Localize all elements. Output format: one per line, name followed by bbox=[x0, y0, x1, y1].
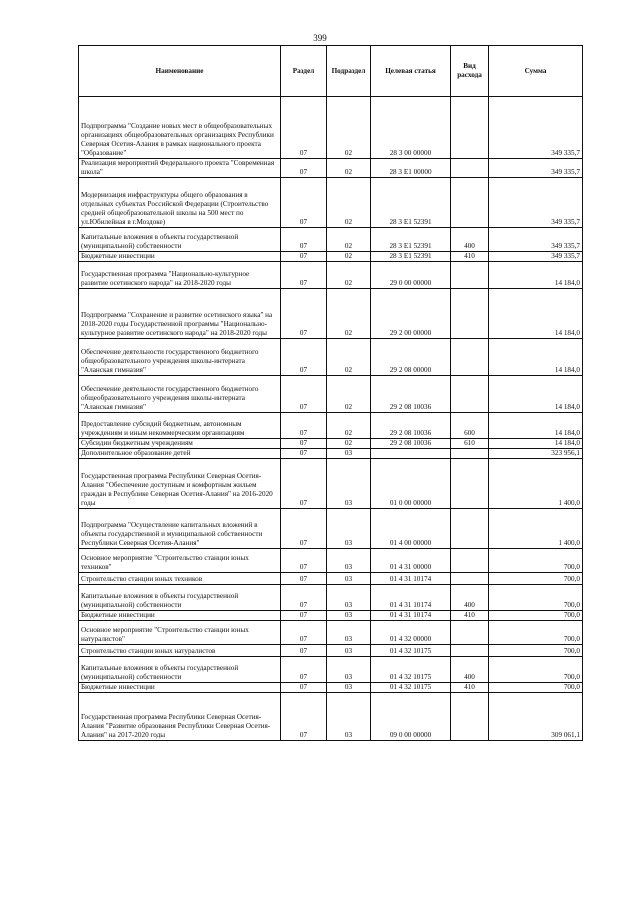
row-vid: 410 bbox=[451, 683, 489, 693]
table-row bbox=[79, 228, 583, 252]
row-name: Бюджетные инвестиции bbox=[79, 683, 281, 693]
row-sum: 14 184,0 bbox=[489, 439, 583, 449]
row-razdel: 07 bbox=[281, 262, 327, 289]
row-sum: 349 335,7 bbox=[489, 228, 583, 252]
row-vid bbox=[451, 376, 489, 413]
row-sum: 349 335,7 bbox=[489, 178, 583, 228]
table-row bbox=[79, 683, 583, 693]
row-name: Государственная программа Республики Северная Осетия-Алания "Развитие образования Республики Северная Осетия-Алания" на 2017-2020 годы bbox=[79, 693, 281, 741]
row-sum: 349 335,7 bbox=[489, 159, 583, 178]
row-vid: 410 bbox=[451, 611, 489, 621]
header-sum: Сумма bbox=[489, 46, 583, 97]
row-podrazdel: 03 bbox=[327, 611, 371, 621]
row-vid bbox=[451, 573, 489, 585]
row-sum: 14 184,0 bbox=[489, 339, 583, 376]
row-target: 28 3 E1 00000 bbox=[371, 159, 451, 178]
row-podrazdel: 03 bbox=[327, 459, 371, 509]
row-sum: 700,0 bbox=[489, 611, 583, 621]
row-target: 28 3 E1 52391 bbox=[371, 252, 451, 262]
row-sum: 1 400,0 bbox=[489, 509, 583, 549]
row-sum: 700,0 bbox=[489, 645, 583, 657]
row-name: Строительство станции юных натуралистов bbox=[79, 645, 281, 657]
table-row bbox=[79, 376, 583, 413]
row-name: Подпрограмма "Сохранение и развитие осетинского языка" на 2018-2020 годы Государственной программы "Национально-культурное развитие осетинского народа" на 2018-2020 годы bbox=[79, 289, 281, 339]
row-vid bbox=[451, 289, 489, 339]
row-vid: 400 bbox=[451, 585, 489, 611]
row-target: 29 2 08 10036 bbox=[371, 376, 451, 413]
row-razdel: 07 bbox=[281, 645, 327, 657]
row-podrazdel: 02 bbox=[327, 439, 371, 449]
row-name: Субсидии бюджетным учреждениям bbox=[79, 439, 281, 449]
header-name: Наименование bbox=[79, 46, 281, 97]
row-target: 28 3 E1 52391 bbox=[371, 228, 451, 252]
row-razdel: 07 bbox=[281, 228, 327, 252]
table-row bbox=[79, 413, 583, 439]
row-sum: 700,0 bbox=[489, 657, 583, 683]
row-name: Государственная программа "Национально-культурное развитие осетинского народа" на 2018-2020 годы bbox=[79, 262, 281, 289]
row-razdel: 07 bbox=[281, 449, 327, 459]
row-podrazdel: 03 bbox=[327, 549, 371, 573]
row-vid bbox=[451, 97, 489, 159]
table-row bbox=[79, 585, 583, 611]
row-podrazdel: 02 bbox=[327, 413, 371, 439]
header-target: Целевая статья bbox=[371, 46, 451, 97]
row-podrazdel: 03 bbox=[327, 693, 371, 741]
table-row bbox=[79, 611, 583, 621]
row-name: Основное мероприятие "Строительство станции юных техников" bbox=[79, 549, 281, 573]
row-name: Дополнительное образование детей bbox=[79, 449, 281, 459]
header-razdel: Раздел bbox=[281, 46, 327, 97]
row-target: 01 4 00 00000 bbox=[371, 509, 451, 549]
row-razdel: 07 bbox=[281, 585, 327, 611]
row-podrazdel: 02 bbox=[327, 289, 371, 339]
row-razdel: 07 bbox=[281, 573, 327, 585]
row-razdel: 07 bbox=[281, 413, 327, 439]
row-podrazdel: 03 bbox=[327, 509, 371, 549]
row-vid bbox=[451, 645, 489, 657]
row-vid: 600 bbox=[451, 413, 489, 439]
row-podrazdel: 02 bbox=[327, 262, 371, 289]
row-razdel: 07 bbox=[281, 159, 327, 178]
row-vid bbox=[451, 549, 489, 573]
row-razdel: 07 bbox=[281, 509, 327, 549]
row-sum: 323 956,1 bbox=[489, 449, 583, 459]
row-razdel: 07 bbox=[281, 549, 327, 573]
row-podrazdel: 02 bbox=[327, 339, 371, 376]
row-name: Обеспечение деятельности государственного бюджетного общеобразовательного учреждения школы-интерната "Аланская гимназия" bbox=[79, 339, 281, 376]
row-podrazdel: 03 bbox=[327, 683, 371, 693]
row-razdel: 07 bbox=[281, 289, 327, 339]
row-podrazdel: 03 bbox=[327, 657, 371, 683]
row-name: Обеспечение деятельности государственного бюджетного общеобразовательного учреждения школы-интерната "Аланская гимназия" bbox=[79, 376, 281, 413]
row-sum: 14 184,0 bbox=[489, 376, 583, 413]
row-vid bbox=[451, 693, 489, 741]
row-razdel: 07 bbox=[281, 97, 327, 159]
row-razdel: 07 bbox=[281, 339, 327, 376]
table-row bbox=[79, 459, 583, 509]
header-podrazdel: Подраздел bbox=[327, 46, 371, 97]
table-row bbox=[79, 573, 583, 585]
row-razdel: 07 bbox=[281, 178, 327, 228]
row-target: 28 3 E1 52391 bbox=[371, 178, 451, 228]
row-target: 29 2 08 10036 bbox=[371, 439, 451, 449]
row-name: Основное мероприятие "Строительство станции юных натуралистов" bbox=[79, 621, 281, 645]
table-body bbox=[79, 97, 583, 741]
row-vid: 400 bbox=[451, 657, 489, 683]
row-razdel: 07 bbox=[281, 459, 327, 509]
row-target: 09 0 00 00000 bbox=[371, 693, 451, 741]
row-sum: 700,0 bbox=[489, 621, 583, 645]
table-row bbox=[79, 252, 583, 262]
row-vid bbox=[451, 509, 489, 549]
row-vid: 410 bbox=[451, 252, 489, 262]
row-podrazdel: 02 bbox=[327, 252, 371, 262]
row-vid bbox=[451, 449, 489, 459]
table-row bbox=[79, 159, 583, 178]
row-podrazdel: 02 bbox=[327, 228, 371, 252]
row-name: Капитальные вложения в объекты государственной (муниципальной) собственности bbox=[79, 228, 281, 252]
row-sum: 309 061,1 bbox=[489, 693, 583, 741]
row-target: 29 0 00 00000 bbox=[371, 262, 451, 289]
table-row bbox=[79, 339, 583, 376]
row-target: 01 4 31 10174 bbox=[371, 585, 451, 611]
row-vid bbox=[451, 262, 489, 289]
row-podrazdel: 02 bbox=[327, 159, 371, 178]
row-name: Капитальные вложения в объекты государственной (муниципальной) собственности bbox=[79, 657, 281, 683]
table-row bbox=[79, 693, 583, 741]
row-razdel: 07 bbox=[281, 621, 327, 645]
row-name: Подпрограмма "Создание новых мест в общеобразовательных организациях общеобразовательных организациях Республики Северная Осетия-Алания в рамках национального проекта "Образование" bbox=[79, 97, 281, 159]
row-vid: 400 bbox=[451, 228, 489, 252]
row-podrazdel: 02 bbox=[327, 178, 371, 228]
table-row bbox=[79, 262, 583, 289]
row-sum: 349 335,7 bbox=[489, 252, 583, 262]
row-podrazdel: 02 bbox=[327, 97, 371, 159]
row-name: Модернизация инфраструктуры общего образования в отдельных субъектах Российской Федерации (Строительство средней общеобразовательной школы на 500 мест по ул.Юбилейная в г.Моздоке) bbox=[79, 178, 281, 228]
row-target: 01 4 32 10175 bbox=[371, 683, 451, 693]
row-razdel: 07 bbox=[281, 252, 327, 262]
page-number: 399 bbox=[313, 33, 327, 43]
table-header-row bbox=[79, 46, 583, 97]
row-sum: 1 400,0 bbox=[489, 459, 583, 509]
row-sum: 14 184,0 bbox=[489, 413, 583, 439]
table-row bbox=[79, 289, 583, 339]
row-name: Капитальные вложения в объекты государственной (муниципальной) собственности bbox=[79, 585, 281, 611]
row-podrazdel: 03 bbox=[327, 645, 371, 657]
row-sum: 700,0 bbox=[489, 573, 583, 585]
row-sum: 700,0 bbox=[489, 683, 583, 693]
table-row bbox=[79, 549, 583, 573]
table-row bbox=[79, 509, 583, 549]
budget-table bbox=[78, 45, 583, 741]
header-vid: Вид расхода bbox=[451, 46, 489, 97]
row-name: Предоставление субсидий бюджетным, автономным учреждениям и иным некоммерческим организациям bbox=[79, 413, 281, 439]
row-razdel: 07 bbox=[281, 683, 327, 693]
row-name: Бюджетные инвестиции bbox=[79, 611, 281, 621]
row-podrazdel: 03 bbox=[327, 449, 371, 459]
row-target: 29 2 08 00000 bbox=[371, 339, 451, 376]
row-target: 28 3 00 00000 bbox=[371, 97, 451, 159]
row-vid bbox=[451, 339, 489, 376]
row-name: Бюджетные инвестиции bbox=[79, 252, 281, 262]
row-target: 01 4 32 00000 bbox=[371, 621, 451, 645]
row-vid bbox=[451, 459, 489, 509]
row-razdel: 07 bbox=[281, 693, 327, 741]
table-row bbox=[79, 178, 583, 228]
row-podrazdel: 03 bbox=[327, 585, 371, 611]
table-row bbox=[79, 645, 583, 657]
row-podrazdel: 02 bbox=[327, 376, 371, 413]
table-row bbox=[79, 621, 583, 645]
row-sum: 14 184,0 bbox=[489, 289, 583, 339]
row-podrazdel: 03 bbox=[327, 621, 371, 645]
row-sum: 349 335,7 bbox=[489, 97, 583, 159]
row-razdel: 07 bbox=[281, 611, 327, 621]
row-target: 01 4 31 10174 bbox=[371, 611, 451, 621]
table-row bbox=[79, 439, 583, 449]
table-row bbox=[79, 97, 583, 159]
table-row bbox=[79, 449, 583, 459]
row-target: 29 2 00 00000 bbox=[371, 289, 451, 339]
row-sum: 14 184,0 bbox=[489, 262, 583, 289]
row-vid bbox=[451, 178, 489, 228]
row-target: 01 4 32 10175 bbox=[371, 645, 451, 657]
row-target: 01 4 32 10175 bbox=[371, 657, 451, 683]
row-name: Строительство станции юных техников bbox=[79, 573, 281, 585]
row-name: Государственная программа Республики Северная Осетия-Алания "Обеспечение доступным и комфортным жильем граждан в Республике Северная Осетия-Алания" на 2016-2020 годы bbox=[79, 459, 281, 509]
row-target: 01 0 00 00000 bbox=[371, 459, 451, 509]
row-name: Реализация мероприятий Федерального проекта "Современная школа" bbox=[79, 159, 281, 178]
row-target: 01 4 31 10174 bbox=[371, 573, 451, 585]
row-razdel: 07 bbox=[281, 439, 327, 449]
row-target: 01 4 31 00000 bbox=[371, 549, 451, 573]
row-target: 29 2 08 10036 bbox=[371, 413, 451, 439]
row-razdel: 07 bbox=[281, 657, 327, 683]
row-vid: 610 bbox=[451, 439, 489, 449]
row-sum: 700,0 bbox=[489, 549, 583, 573]
row-razdel: 07 bbox=[281, 376, 327, 413]
row-podrazdel: 03 bbox=[327, 573, 371, 585]
row-sum: 700,0 bbox=[489, 585, 583, 611]
row-target bbox=[371, 449, 451, 459]
row-vid bbox=[451, 159, 489, 178]
table-row bbox=[79, 657, 583, 683]
row-name: Подпрограмма "Осуществление капитальных вложений в объекты государственной и муниципальной собственности Республики Северная Осетия-Алания" bbox=[79, 509, 281, 549]
row-vid bbox=[451, 621, 489, 645]
